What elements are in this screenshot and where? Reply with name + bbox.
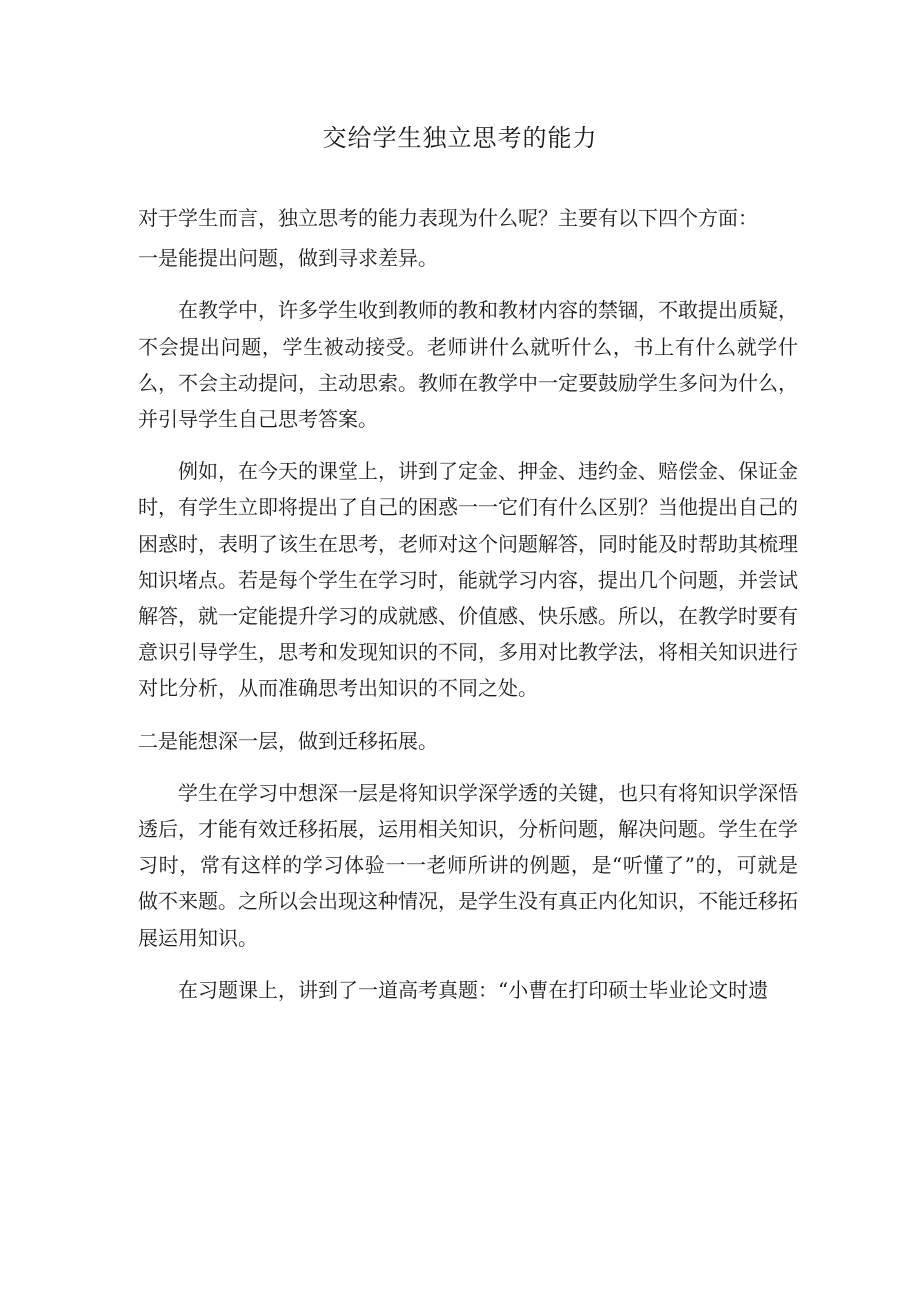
- intro-paragraph: 对于学生而言，独立思考的能力表现为什么呢？主要有以下四个方面：: [138, 206, 758, 230]
- section-2-heading: 二是能想深一层，做到迁移拓展。: [138, 728, 438, 753]
- document-body: [138, 200, 798, 1024]
- section-1-paragraph-2: 例如，在今天的课堂上，讲到了定金、押金、违约金、赔偿金、保证金时，有学生立即将提出了自己的困惑一一它们有什么区别？当他提出自己的困惑时，表明了该生在思考，老师对这个问题解答，同时能及时帮助其梳理知识堵点。若是每个学生在学习时，能就学习内容，提出几个问题，并尝试解答，就一定能提升学习的成就感、价值感、快乐感。所以，在教学时要有意识引导学生，思考和发现知识的不同，多用对比教学法，将相关知识进行对比分析，从而准确思考出知识的不同之处。: [138, 459, 798, 701]
- section-1-paragraph-1: 在教学中，许多学生收到教师的教和教材内容的禁锢，不敢提出质疑，不会提出问题，学生被动接受。老师讲什么就听什么，书上有什么就学什么，不会主动提问，主动思索。教师在教学中一定要鼓励学生多问为什么，并引导学生自己思考答案。: [138, 298, 798, 432]
- section-2-paragraph-2: 在习题课上，讲到了一道高考真题：“小曹在打印硕士毕业论文时遗: [178, 977, 769, 1002]
- document-title: 交给学生独立思考的能力: [322, 124, 598, 152]
- section-2-paragraph-1: 学生在学习中想深一层是将知识学深学透的关键，也只有将知识学深悟透后，才能有效迁移拓展，运用相关知识，分析问题，解决问题。学生在学习时，常有这样的学习体验一一老师所讲的例题，是“听懂了”的，可就是做不来题。之所以会出现这种情况，是学生没有真正内化知识，不能迁移拓展运用知识。: [138, 780, 798, 950]
- section-1-heading: 一是能提出问题，做到寻求差异。: [138, 246, 438, 271]
